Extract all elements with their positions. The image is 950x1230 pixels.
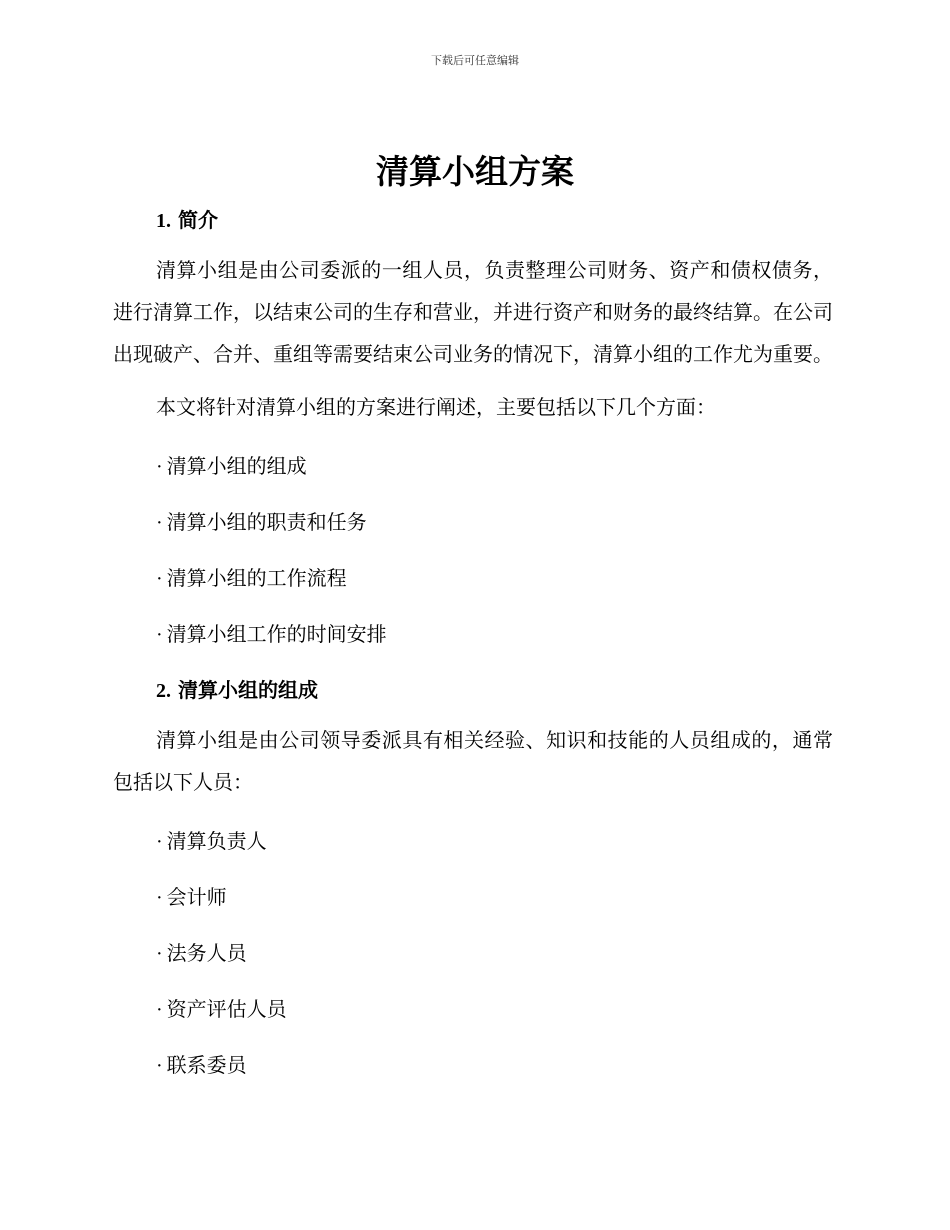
paragraph: 本文将针对清算小组的方案进行阐述，主要包括以下几个方面： <box>156 395 716 419</box>
list-item <box>113 561 833 596</box>
section-heading-text: 简介 <box>177 208 218 232</box>
bullet-marker: · <box>156 831 163 853</box>
list-item <box>113 505 833 540</box>
document-body <box>113 203 833 1083</box>
bullet-marker: · <box>156 1055 163 1077</box>
bullet-marker: · <box>156 943 163 965</box>
section-heading-composition <box>113 673 833 708</box>
list-item <box>113 880 833 915</box>
section-number: 2. <box>156 680 171 702</box>
section-heading-text: 清算小组的组成 <box>177 678 318 702</box>
list-item-text: 资产评估人员 <box>166 997 287 1021</box>
page-header: 下载后可任意编辑 <box>431 54 519 67</box>
list-item <box>113 1048 833 1083</box>
list-item <box>113 936 833 971</box>
list-item <box>113 824 833 859</box>
list-item <box>113 449 833 484</box>
paragraph: 清算小组是由公司委派的一组人员，负责整理公司财务、资产和债权债务，进行清算工作，以结束公司的生存和营业，并进行资产和财务的最终结算。在公司出现破产、合并、重组等需要结束公司业务的情况下，清算小组的工作尤为重要。 <box>113 258 833 366</box>
section-number: 1. <box>156 210 171 232</box>
list-item-text: 法务人员 <box>166 941 247 965</box>
list-item <box>113 992 833 1027</box>
list-item-text: 清算小组的工作流程 <box>166 566 347 590</box>
list-item-text: 清算小组的组成 <box>166 454 307 478</box>
bullet-marker: · <box>156 624 163 646</box>
paragraph: 清算小组是由公司领导委派具有相关经验、知识和技能的人员组成的，通常包括以下人员： <box>113 728 833 794</box>
list-item-text: 清算负责人 <box>166 829 267 853</box>
list-item-text: 联系委员 <box>166 1053 247 1077</box>
list-item-text: 会计师 <box>166 885 227 909</box>
list-item <box>113 617 833 652</box>
document-title: 清算小组方案 <box>376 152 574 191</box>
section-heading-intro <box>113 203 833 238</box>
bullet-marker: · <box>156 512 163 534</box>
list-item-text: 清算小组工作的时间安排 <box>166 622 387 646</box>
bullet-marker: · <box>156 568 163 590</box>
bullet-marker: · <box>156 999 163 1021</box>
list-item-text: 清算小组的职责和任务 <box>166 510 367 534</box>
bullet-marker: · <box>156 887 163 909</box>
bullet-marker: · <box>156 456 163 478</box>
